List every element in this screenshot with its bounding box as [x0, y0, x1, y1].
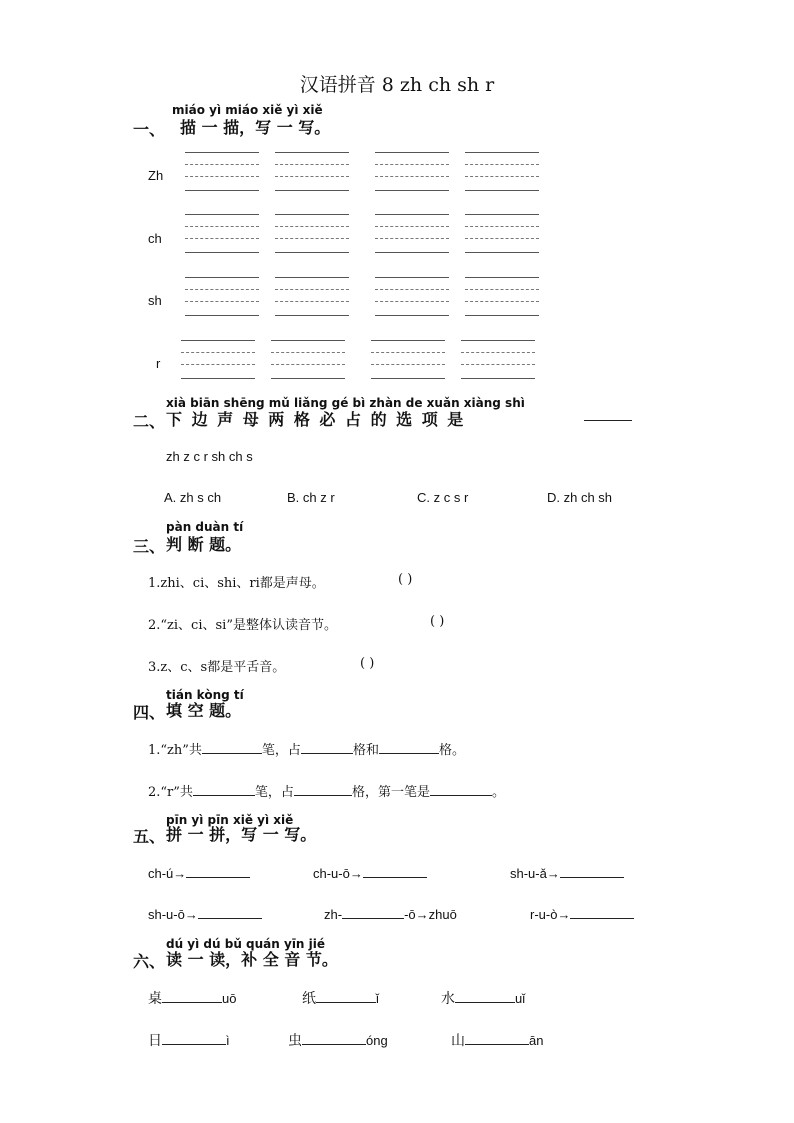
s6-r1-item-3: 水 uǐ: [441, 991, 526, 1007]
writing-line: [181, 364, 255, 365]
s5-r2-item-2: zh- -ō→zhuō: [324, 907, 457, 922]
writing-line: [465, 252, 539, 253]
writing-line: [465, 289, 539, 290]
blank[interactable]: [316, 990, 376, 1003]
s4-heading: 填 空 题。: [166, 701, 242, 720]
s4-pinyin: tián kòng tí: [166, 688, 244, 702]
writing-line: [275, 315, 349, 316]
page-title: 汉语拼音 8 zh ch sh r: [299, 74, 495, 96]
s2-number: 二、: [133, 412, 166, 431]
s5-heading: 拼 一 拼，写 一 写。: [166, 825, 317, 844]
blank[interactable]: [193, 783, 255, 796]
four-line-box[interactable]: [275, 214, 349, 252]
writing-line: [185, 190, 259, 191]
writing-line: [185, 176, 259, 177]
s5-pinyin: pīn yì pīn xiě yì xiě: [166, 813, 294, 827]
writing-line: [465, 164, 539, 165]
s3-heading: 判 断 题。: [166, 535, 242, 554]
writing-line: [371, 364, 445, 365]
blank[interactable]: [342, 906, 404, 919]
writing-line: [375, 226, 449, 227]
s6-r1-item-2: 纸 ǐ: [302, 991, 379, 1007]
blank[interactable]: [202, 741, 262, 754]
s1-pinyin: miáo yì miáo xiě yì xiě: [172, 103, 323, 117]
s6-r1-item-1: 桌 uō: [148, 991, 237, 1007]
four-line-box[interactable]: [185, 277, 259, 315]
writing-line: [275, 214, 349, 215]
s2-letters: zh z c r sh ch s: [166, 449, 253, 464]
four-line-box[interactable]: [275, 277, 349, 315]
s2-option-a[interactable]: A. zh s ch: [164, 490, 222, 505]
writing-line: [185, 226, 259, 227]
writing-line: [375, 289, 449, 290]
writing-line: [181, 378, 255, 379]
writing-line: [275, 252, 349, 253]
row-label-r: r: [156, 356, 161, 371]
writing-line: [375, 152, 449, 153]
writing-line: [461, 340, 535, 341]
blank[interactable]: [455, 990, 515, 1003]
four-line-box[interactable]: [371, 340, 445, 378]
s3-number: 三、: [133, 537, 166, 556]
s2-answer-blank[interactable]: [584, 408, 632, 421]
s4-item-1: 1.“zh”共 笔，占 格和 格。: [148, 743, 465, 758]
blank[interactable]: [294, 783, 352, 796]
blank[interactable]: [162, 990, 222, 1003]
four-line-box[interactable]: [271, 340, 345, 378]
blank[interactable]: [560, 865, 624, 878]
writing-line: [465, 301, 539, 302]
writing-line: [461, 364, 535, 365]
row-label-zh: Zh: [148, 168, 164, 183]
writing-line: [465, 176, 539, 177]
writing-line: [275, 176, 349, 177]
writing-line: [465, 214, 539, 215]
writing-line: [275, 289, 349, 290]
s6-r2-item-1: 日 ì: [148, 1033, 230, 1049]
four-line-box[interactable]: [185, 214, 259, 252]
s5-r2-item-3: r-u-ò→: [530, 906, 634, 922]
writing-line: [271, 364, 345, 365]
writing-line: [375, 277, 449, 278]
blank[interactable]: [162, 1032, 226, 1045]
writing-line: [465, 226, 539, 227]
writing-line: [375, 176, 449, 177]
s3-item-3: 3.z、c、s都是平舌音。: [148, 660, 286, 675]
s5-r2-item-1: sh-u-ō→: [148, 906, 262, 922]
writing-line: [185, 252, 259, 253]
writing-line: [275, 277, 349, 278]
four-line-box[interactable]: [185, 152, 259, 190]
four-line-box[interactable]: [465, 214, 539, 252]
s3-item-2: 2.“zi、ci、si”是整体认读音节。: [148, 618, 337, 633]
writing-line: [375, 214, 449, 215]
writing-line: [185, 277, 259, 278]
writing-line: [375, 164, 449, 165]
four-line-box[interactable]: [461, 340, 535, 378]
s3-pinyin: pàn duàn tí: [166, 520, 244, 534]
writing-line: [185, 214, 259, 215]
writing-line: [275, 190, 349, 191]
writing-line: [465, 190, 539, 191]
writing-line: [465, 152, 539, 153]
writing-line: [375, 252, 449, 253]
writing-line: [461, 352, 535, 353]
writing-line: [371, 378, 445, 379]
writing-line: [185, 315, 259, 316]
s4-item-2: 2.“r”共 笔，占 格，第一笔是 。: [148, 785, 505, 800]
blank[interactable]: [430, 783, 492, 796]
blank[interactable]: [198, 906, 262, 919]
s6-r2-item-2: 虫 óng: [288, 1033, 388, 1049]
s6-number: 六、: [133, 952, 166, 971]
four-line-box[interactable]: [375, 214, 449, 252]
writing-line: [465, 315, 539, 316]
blank[interactable]: [379, 741, 439, 754]
writing-line: [371, 352, 445, 353]
blank[interactable]: [186, 865, 250, 878]
four-line-box[interactable]: [465, 152, 539, 190]
s3-paren-1[interactable]: ( ): [398, 572, 413, 587]
writing-line: [275, 238, 349, 239]
blank[interactable]: [465, 1032, 529, 1045]
s2-option-b[interactable]: B. ch z r: [287, 490, 335, 505]
writing-line: [465, 277, 539, 278]
writing-line: [375, 190, 449, 191]
writing-line: [461, 378, 535, 379]
blank[interactable]: [363, 865, 427, 878]
s6-heading: 读 一 读，补 全 音 节。: [166, 950, 338, 969]
writing-line: [181, 352, 255, 353]
writing-line: [185, 289, 259, 290]
s5-r1-item-2: ch-u-ō→: [313, 865, 427, 881]
four-line-box[interactable]: [275, 152, 349, 190]
s6-pinyin: dú yì dú bǔ quán yīn jié: [166, 937, 326, 951]
writing-line: [185, 152, 259, 153]
s2-pinyin: xià biān shēng mǔ liǎng gé bì zhàn de xuǎn xiàng shì: [166, 396, 525, 410]
writing-line: [275, 226, 349, 227]
s5-number: 五、: [133, 827, 166, 846]
blank[interactable]: [570, 906, 634, 919]
four-line-box[interactable]: [375, 277, 449, 315]
writing-line: [375, 315, 449, 316]
writing-line: [185, 238, 259, 239]
four-line-box[interactable]: [375, 152, 449, 190]
writing-line: [375, 301, 449, 302]
writing-line: [371, 340, 445, 341]
writing-line: [271, 340, 345, 341]
writing-line: [375, 238, 449, 239]
s3-paren-2[interactable]: ( ): [430, 614, 445, 629]
s1-number: 一、: [133, 120, 166, 139]
writing-line: [271, 352, 345, 353]
writing-line: [275, 164, 349, 165]
s6-r2-item-3: 山 ān: [451, 1033, 544, 1049]
s2-heading: 下 边 声 母 两 格 必 占 的 选 项 是: [166, 410, 466, 429]
s2-option-d[interactable]: D. zh ch sh: [547, 490, 613, 505]
writing-line: [185, 301, 259, 302]
row-label-ch: ch: [148, 231, 162, 246]
s2-option-c[interactable]: C. z c s r: [417, 490, 469, 505]
writing-line: [465, 238, 539, 239]
writing-line: [181, 340, 255, 341]
blank[interactable]: [302, 1032, 366, 1045]
writing-line: [271, 378, 345, 379]
writing-line: [185, 164, 259, 165]
s5-r1-item-3: sh-u-ǎ→: [510, 865, 624, 881]
four-line-box[interactable]: [181, 340, 255, 378]
writing-line: [275, 152, 349, 153]
s3-paren-3[interactable]: ( ): [360, 656, 375, 671]
s3-item-1: 1.zhi、ci、shi、ri都是声母。: [148, 576, 325, 591]
s5-r1-item-1: ch-ú→: [148, 865, 250, 881]
s1-heading: 描 一 描，写 一 写。: [180, 118, 331, 137]
row-label-sh: sh: [148, 293, 162, 308]
blank[interactable]: [301, 741, 353, 754]
writing-line: [275, 301, 349, 302]
s4-number: 四、: [133, 703, 166, 722]
four-line-box[interactable]: [465, 277, 539, 315]
